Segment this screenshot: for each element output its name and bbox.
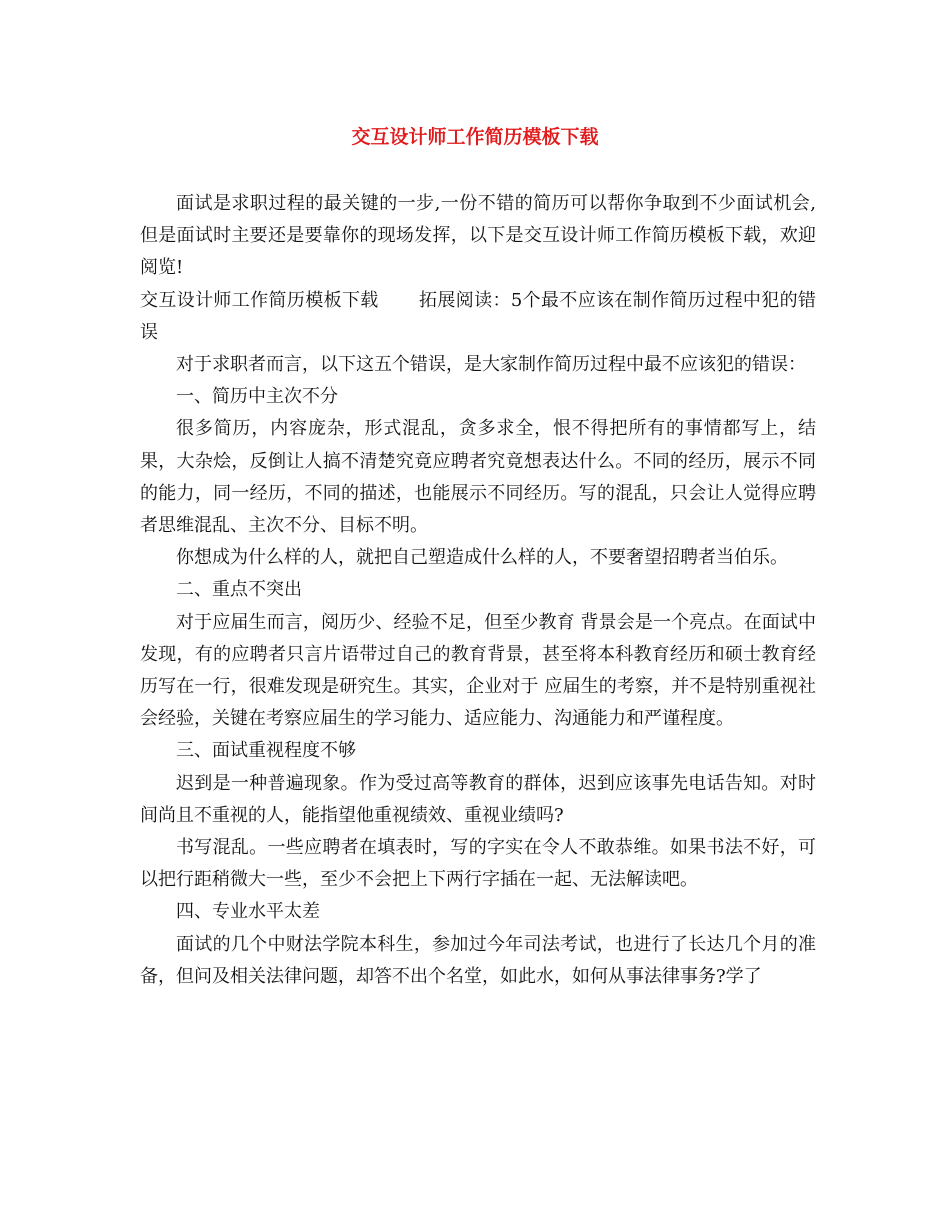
related-reading-title: 拓展阅读：5个最不应该在制作简历过程中犯的错误 [140, 289, 817, 343]
paragraph-section-2: 对于应届生而言，阅历少、经验不足，但至少教育 背景会是一个亮点。在面试中发现，有的应聘者只言片语带过自己的教育背景，甚至将本科教育经历和硕士教育经历写在一行，很难发现是研究生。其实，企业对于 应届生的考察，并不是特别重视社会经验，关键在考察应届生的学习能力、适应能力、沟通能力和严谨程度。 [140, 611, 816, 730]
paragraph-section-3a: 迟到是一种普遍现象。作为受过高等教育的群体，迟到应该事先电话告知。对时间尚且不重视的人，能指望他重视绩效、重视业绩吗? [140, 772, 816, 826]
document-title: 交互设计师工作简历模板下载 [351, 126, 599, 148]
related-reading-line [140, 285, 816, 349]
section-heading-3: 三、面试重视程度不够 [176, 740, 356, 762]
section-heading-4: 四、专业水平太差 [176, 901, 320, 923]
paragraph-intro: 面试是求职过程的最关键的一步,一份不错的简历可以帮你争取到不少面试机会,但是面试时主要还是要靠你的现场发挥，以下是交互设计师工作简历模板下载，欢迎阅览! [140, 193, 816, 279]
section-heading-1: 一、简历中主次不分 [176, 386, 338, 408]
section-heading-2: 二、重点不突出 [176, 579, 302, 601]
paragraph-intro-errors: 对于求职者而言，以下这五个错误，是大家制作简历过程中最不应该犯的错误： [176, 354, 806, 376]
related-template-title: 交互设计师工作简历模板下载 [140, 289, 379, 311]
paragraph-section-4: 面试的几个中财法学院本科生，参加过今年司法考试，也进行了长达几个月的准备，但问及相关法律问题，却答不出个名堂，如此水，如何从事法律事务?学了 [140, 933, 816, 987]
paragraph-section-3b: 书写混乱。一些应聘者在填表时，写的字实在令人不敢恭维。如果书法不好，可以把行距稍微大一些，至少不会把上下两行字插在一起、无法解读吧。 [140, 837, 816, 891]
paragraph-section-1-note: 你想成为什么样的人，就把自己塑造成什么样的人，不要奢望招聘者当伯乐。 [176, 547, 788, 569]
paragraph-section-1: 很多简历，内容庞杂，形式混乱，贪多求全，恨不得把所有的事情都写上，结果，大杂烩，反倒让人搞不清楚究竟应聘者究竟想表达什么。不同的经历，展示不同的能力，同一经历，不同的描述，也能展示不同经历。写的混乱，只会让人觉得应聘者思维混乱、主次不分、目标不明。 [140, 418, 816, 537]
document-body [140, 188, 816, 993]
